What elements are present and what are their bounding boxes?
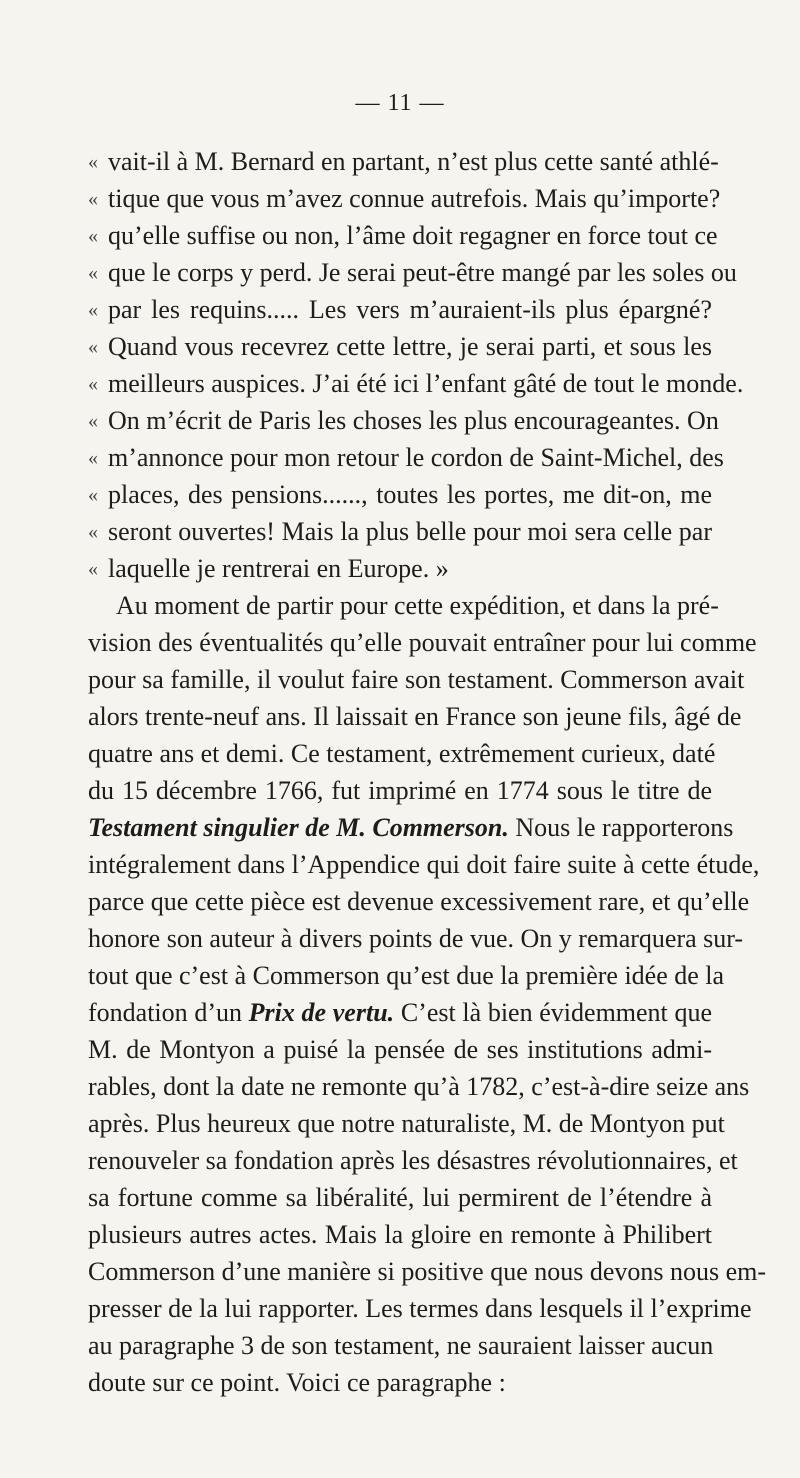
quote-text: tique que vous m’avez connue autrefois. Mais qu’importe? xyxy=(108,184,721,213)
paragraph-line: Commerson d’une manière si positive que nous devons nous em- xyxy=(88,1257,767,1286)
quote-mark: « xyxy=(88,336,98,358)
paragraph-line: presser de la lui rapporter. Les termes dans lesquels il l’exprime xyxy=(88,1294,752,1323)
paragraph-line: du 15 décembre 1766, fut imprimé en 1774 sous le titre de xyxy=(88,776,712,805)
paragraph-line: vision des éventualités qu’elle pouvait entraîner pour lui comme xyxy=(88,628,757,657)
quote-mark: « xyxy=(88,299,98,321)
quote-mark: « xyxy=(88,447,98,469)
paragraph-line: après. Plus heureux que notre naturaliste, M. de Montyon put xyxy=(88,1109,725,1138)
paragraph-line: intégralement dans l’Appendice qui doit faire suite à cette étude, xyxy=(88,850,760,879)
book-title: Testament singulier de M. Commerson. xyxy=(88,813,509,842)
quote-mark: « xyxy=(88,373,98,395)
paragraph-line: doute sur ce point. Voici ce paragraphe : xyxy=(88,1368,506,1397)
quote-mark: « xyxy=(88,188,98,210)
paragraph-line: au paragraphe 3 de son testament, ne sauraient laisser aucun xyxy=(88,1331,714,1360)
paragraph-line xyxy=(88,813,734,843)
page-number-header: — 11 — xyxy=(355,90,445,116)
quote-text: On m’écrit de Paris les choses les plus encourageantes. On xyxy=(108,406,719,435)
quote-text: que le corps y perd. Je serai peut-être mangé par les soles ou xyxy=(108,258,737,287)
quote-text: places, des pensions......, toutes les portes, me dit-on, me xyxy=(108,480,712,509)
quote-mark: « xyxy=(88,225,98,247)
quote-text: m’annonce pour mon retour le cordon de Saint-Michel, des xyxy=(108,443,724,472)
quote-text: laquelle je rentrerai en Europe. » xyxy=(108,554,449,583)
paragraph-line: alors trente-neuf ans. Il laissait en France son jeune fils, âgé de xyxy=(88,702,742,731)
paragraph-line: tout que c’est à Commerson qu’est due la première idée de la xyxy=(88,961,725,990)
paragraph-text: C’est là bien évidemment que xyxy=(394,998,712,1027)
quote-text: meilleurs auspices. J’ai été ici l’enfant gâté de tout le monde. xyxy=(108,369,744,398)
paragraph-line: sa fortune comme sa libéralité, lui permirent de l’étendre à xyxy=(88,1183,712,1212)
paragraph-line: quatre ans et demi. Ce testament, extrêmement curieux, daté xyxy=(88,739,716,768)
paragraph-line: Au moment de partir pour cette expédition, et dans la pré- xyxy=(116,591,719,620)
prize-title: Prix de vertu. xyxy=(248,998,395,1027)
quote-mark: « xyxy=(88,151,98,173)
paragraph-line: rables, dont la date ne remonte qu’à 1782, c’est-à-dire seize ans xyxy=(88,1072,750,1101)
paragraph-text: Nous le rapporterons xyxy=(508,813,734,842)
paragraph-line: M. de Montyon a puisé la pensée de ses institutions admi- xyxy=(88,1035,712,1064)
paragraph-line xyxy=(88,998,712,1028)
quote-mark: « xyxy=(88,484,98,506)
paragraph-text: fondation d’un xyxy=(88,998,249,1027)
quote-mark: « xyxy=(88,521,98,543)
quote-mark: « xyxy=(88,558,98,580)
paragraph-line: renouveler sa fondation après les désastres révolutionnaires, et xyxy=(88,1146,738,1175)
quote-text: qu’elle suffise ou non, l’âme doit regagner en force tout ce xyxy=(108,221,718,250)
quote-text: vait-il à M. Bernard en partant, n’est plus cette santé athlé- xyxy=(108,147,719,176)
paragraph-line: parce que cette pièce est devenue excessivement rare, et qu’elle xyxy=(88,887,750,916)
paragraph-line: honore son auteur à divers points de vue. On y remarquera sur- xyxy=(88,924,744,953)
quote-mark: « xyxy=(88,262,98,284)
paragraph-line: pour sa famille, il voulut faire son testament. Commerson avait xyxy=(88,665,745,694)
paragraph-line: plusieurs autres actes. Mais la gloire en remonte à Philibert xyxy=(88,1220,712,1249)
quote-text: Quand vous recevrez cette lettre, je serai parti, et sous les xyxy=(108,332,712,361)
quote-text: par les requins..... Les vers m’auraient-ils plus épargné? xyxy=(108,295,712,324)
quote-text: seront ouvertes! Mais la plus belle pour moi sera celle par xyxy=(108,517,712,546)
quote-mark: « xyxy=(88,410,98,432)
